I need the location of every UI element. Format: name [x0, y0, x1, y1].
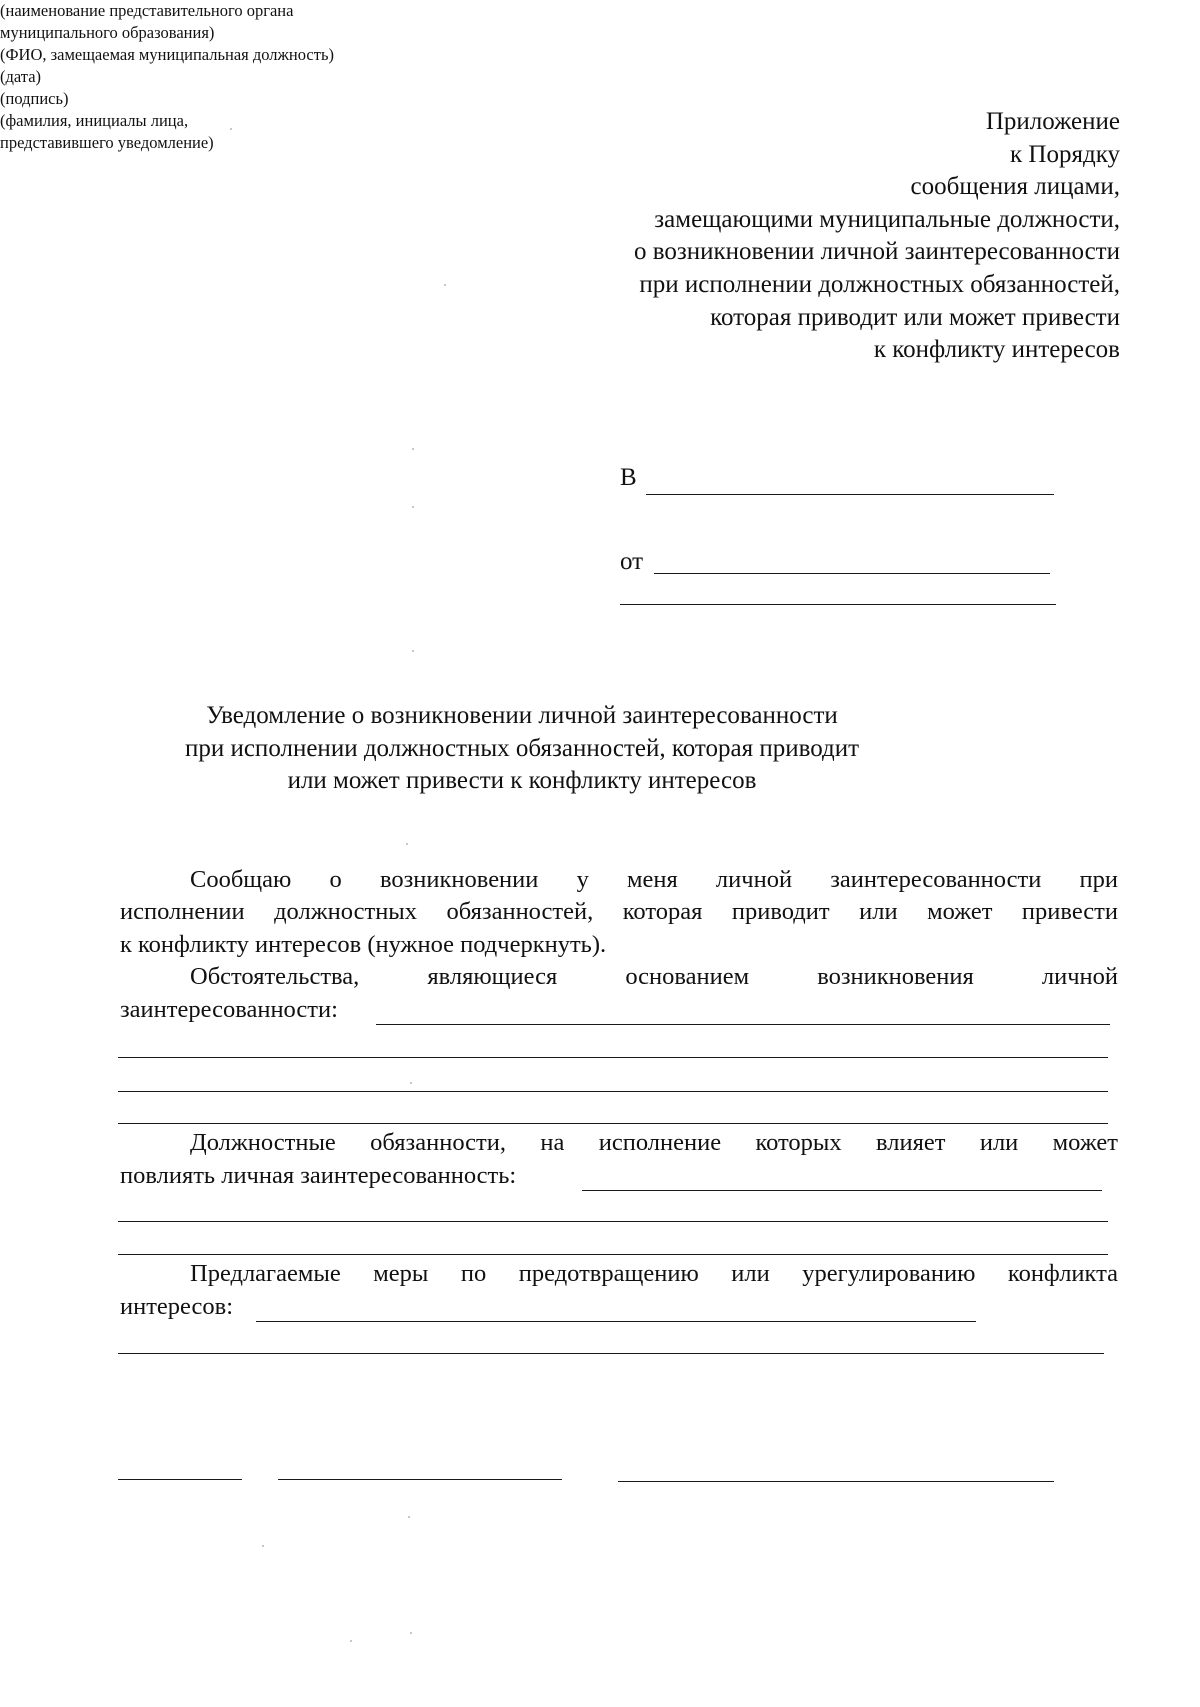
- signature-field-line[interactable]: [278, 1479, 562, 1480]
- scan-speck: [262, 1545, 264, 1547]
- p2-line2: заинтересованности:: [120, 996, 338, 1023]
- date-caption: (дата): [0, 67, 42, 86]
- scan-speck: [412, 448, 414, 450]
- scan-speck: [230, 128, 232, 130]
- scan-speck: [444, 284, 446, 286]
- appendix-line: которая приводит или может привести: [710, 303, 1120, 331]
- appendix-line: при исполнении должностных обязанностей,: [639, 270, 1120, 298]
- measures-field-line[interactable]: [118, 1353, 1104, 1354]
- to-field-line[interactable]: [646, 494, 1054, 495]
- appendix-line: к Порядку: [1010, 140, 1120, 168]
- p1-line1: Сообщаю о возникновении у меня личной заинтересованности при: [190, 866, 1118, 893]
- scan-speck: [410, 1082, 412, 1084]
- to-caption-line1: (наименование представительного органа: [0, 1, 294, 20]
- circumstances-field-line[interactable]: [118, 1057, 1108, 1058]
- name-caption-line2: представившего уведомление): [0, 133, 214, 152]
- title-line: при исполнении должностных обязанностей, которая приводит: [184, 734, 860, 762]
- date-field-line[interactable]: [118, 1479, 242, 1480]
- name-caption-line1: (фамилия, инициалы лица,: [0, 111, 189, 130]
- to-prefix: В: [620, 464, 637, 491]
- scan-speck: [412, 650, 414, 652]
- scan-speck: [412, 506, 414, 508]
- circumstances-field-line[interactable]: [376, 1024, 1110, 1025]
- scan-speck: [408, 1516, 410, 1518]
- p1-line3: к конфликту интересов (нужное подчеркнуть).: [120, 931, 607, 958]
- notice-title: [0, 700, 1200, 798]
- from-field-line-2[interactable]: [620, 604, 1056, 605]
- p4-line2: интересов:: [120, 1293, 234, 1320]
- measures-field-line[interactable]: [256, 1321, 976, 1322]
- circumstances-field-line[interactable]: [118, 1123, 1108, 1124]
- appendix-line: Приложение: [985, 108, 1120, 135]
- p4-line1: Предлагаемые меры по предотвращению или урегулированию конфликта: [190, 1260, 1118, 1287]
- circumstances-field-line[interactable]: [118, 1091, 1108, 1092]
- from-caption: (ФИО, замещаемая муниципальная должность): [0, 45, 334, 64]
- p3-line2: повлиять личная заинтересованность:: [120, 1162, 517, 1189]
- appendix-header: [634, 106, 1120, 367]
- to-caption-line2: муниципального образования): [0, 23, 215, 42]
- title-line: Уведомление о возникновении личной заинтересованности: [206, 702, 838, 729]
- p2-line1: Обстоятельства, являющиеся основанием возникновения личной: [190, 963, 1118, 990]
- scan-speck: [406, 843, 408, 845]
- duties-field-line[interactable]: [118, 1254, 1108, 1255]
- appendix-line: о возникновении личной заинтересованности: [633, 238, 1120, 266]
- p3-line1: Должностные обязанности, на исполнение которых влияет или может: [190, 1129, 1118, 1156]
- duties-field-line[interactable]: [582, 1190, 1102, 1191]
- from-prefix: от: [620, 548, 644, 575]
- name-field-line[interactable]: [618, 1481, 1054, 1482]
- appendix-line: сообщения лицами,: [910, 173, 1120, 201]
- scan-speck: [350, 1640, 352, 1642]
- duties-field-line[interactable]: [118, 1221, 1108, 1222]
- signature-caption: (подпись): [0, 89, 69, 108]
- appendix-line: замещающими муниципальные должности,: [654, 205, 1120, 233]
- from-field-line[interactable]: [654, 573, 1050, 574]
- scan-speck: [410, 1632, 412, 1634]
- p1-line2: исполнении должностных обязанностей, которая приводит или может привести: [120, 898, 1118, 925]
- appendix-line: к конфликту интересов: [873, 336, 1120, 364]
- title-line: или может привести к конфликту интересов: [287, 767, 757, 794]
